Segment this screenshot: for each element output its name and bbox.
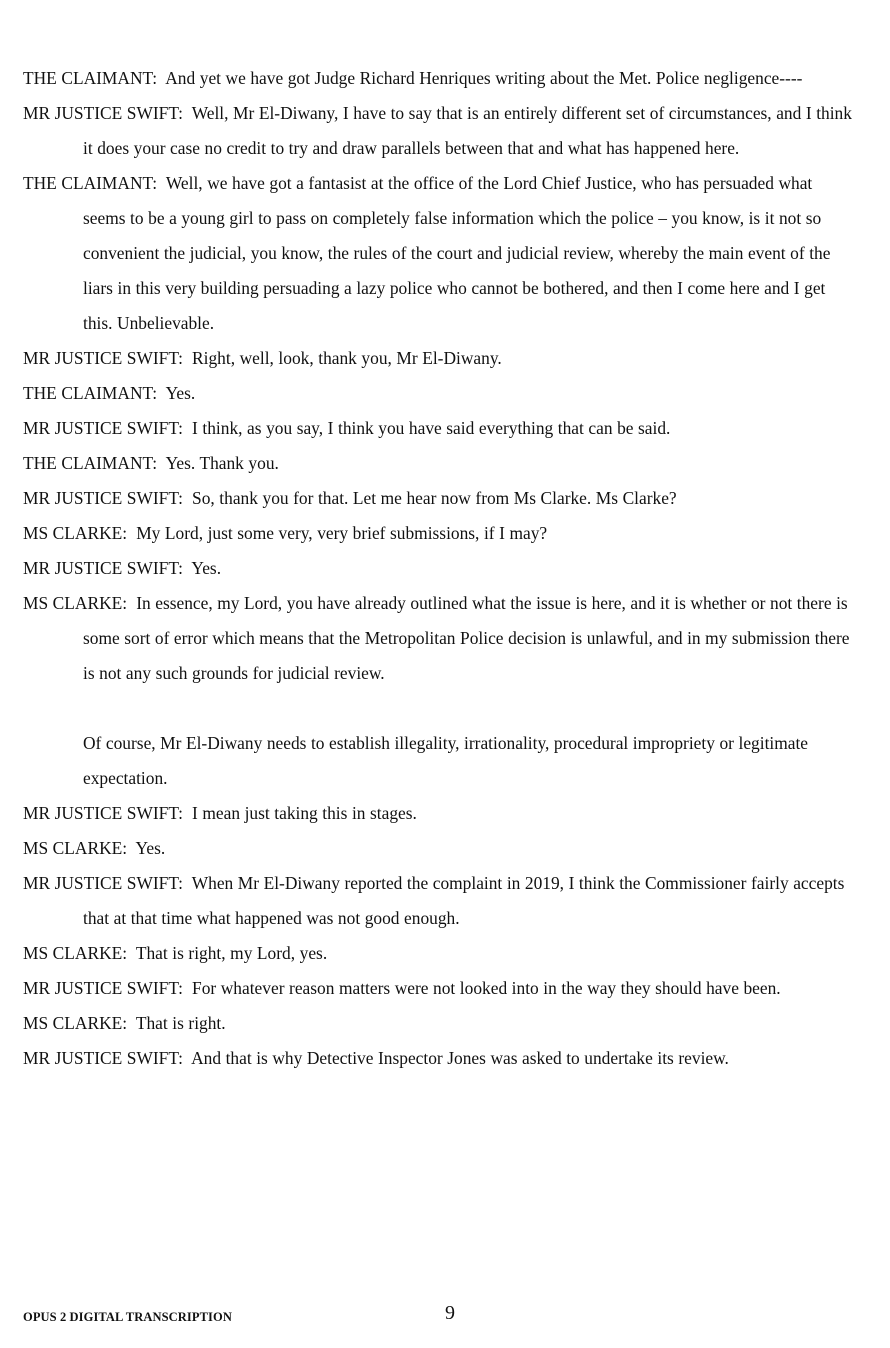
transcript-entry [23, 551, 853, 586]
transcript-entry [23, 516, 853, 551]
transcript-entry [23, 796, 853, 831]
speaker-label: THE CLAIMANT: [23, 173, 158, 193]
speaker-label: MR JUSTICE SWIFT: [23, 803, 183, 823]
transcript-entry [23, 481, 853, 516]
speech-text: I think, as you say, I think you have said everything that can be said. [192, 418, 671, 438]
speech-text: And that is why Detective Inspector Jones was asked to undertake its review. [191, 1048, 729, 1068]
speaker-label: MS CLARKE: [23, 943, 128, 963]
speaker-label: MS CLARKE: [23, 593, 128, 613]
speaker-label: MR JUSTICE SWIFT: [23, 488, 183, 508]
speech-text: Yes. [191, 558, 222, 578]
speaker-label: MS CLARKE: [23, 523, 128, 543]
speech-text: Yes. [135, 838, 166, 858]
speech-text: Yes. Thank you. [165, 453, 279, 473]
speaker-label: THE CLAIMANT: [23, 453, 158, 473]
speech-text: My Lord, just some very, very brief submissions, if I may? [136, 523, 548, 543]
transcript-entry [23, 831, 853, 866]
transcript-entry [23, 61, 853, 96]
transcript-entry [23, 1006, 853, 1041]
speaker-label: MR JUSTICE SWIFT: [23, 873, 183, 893]
transcript-entry [23, 446, 853, 481]
transcript-entry [23, 936, 853, 971]
speaker-label: THE CLAIMANT: [23, 383, 158, 403]
transcript-entry [23, 166, 853, 341]
speaker-label: MR JUSTICE SWIFT: [23, 418, 183, 438]
speech-text: Right, well, look, thank you, Mr El-Diwany. [192, 348, 502, 368]
speaker-label: MS CLARKE: [23, 838, 128, 858]
speech-text: When Mr El-Diwany reported the complaint in 2019, I think the Commissioner fairly accepts that at that time what happened was not good enough. [83, 873, 845, 928]
speaker-label: THE CLAIMANT: [23, 68, 158, 88]
speech-text: Of course, Mr El-Diwany needs to establish illegality, irrationality, procedural impropriety or legitimate expectation. [83, 733, 809, 788]
transcript-entry [23, 971, 853, 1006]
speech-text: I mean just taking this in stages. [192, 803, 417, 823]
speech-text: So, thank you for that. Let me hear now from Ms Clarke. Ms Clarke? [192, 488, 677, 508]
speaker-label: MR JUSTICE SWIFT: [23, 558, 183, 578]
speaker-label: MS CLARKE: [23, 1013, 128, 1033]
continuation-paragraph [23, 726, 853, 796]
speech-text: Well, we have got a fantasist at the office of the Lord Chief Justice, who has persuaded what seems to be a young girl to pass on completely false information which the police – you know, is it not so convenient the judicial, you know, the rules of the court and judicial review, whereby the main event of the liars in this very building persuading a lazy police who cannot be bothered, and then I come here and I get this. Unbelievable. [83, 173, 831, 333]
transcript-entry [23, 866, 853, 936]
speech-text: That is right. [135, 1013, 226, 1033]
transcript-entry [23, 341, 853, 376]
transcript-entry [23, 411, 853, 446]
speaker-label: MR JUSTICE SWIFT: [23, 348, 183, 368]
speaker-label: MR JUSTICE SWIFT: [23, 1048, 183, 1068]
speaker-label: MR JUSTICE SWIFT: [23, 978, 183, 998]
speech-text: Yes. [165, 383, 196, 403]
speech-text: That is right, my Lord, yes. [135, 943, 328, 963]
speech-text: And yet we have got Judge Richard Henriques writing about the Met. Police negligence---- [165, 68, 803, 88]
transcript-entry [23, 376, 853, 411]
page-number: 9 [445, 1302, 455, 1324]
speech-text: In essence, my Lord, you have already outlined what the issue is here, and it is whether or not there is some sort of error which means that the Metropolitan Police decision is unlawful, and in my submission there is not any such grounds for judicial review. [83, 593, 850, 683]
transcript-body [23, 61, 853, 1076]
transcript-entry [23, 586, 853, 691]
transcript-entry [23, 96, 853, 166]
footer-company-name: OPUS 2 DIGITAL TRANSCRIPTION [23, 1310, 232, 1324]
speech-text: Well, Mr El-Diwany, I have to say that is an entirely different set of circumstances, and I think it does your case no credit to try and draw parallels between that and what has happened here. [83, 103, 852, 158]
speech-text: For whatever reason matters were not looked into in the way they should have been. [192, 978, 781, 998]
speaker-label: MR JUSTICE SWIFT: [23, 103, 183, 123]
transcript-entry [23, 1041, 853, 1076]
